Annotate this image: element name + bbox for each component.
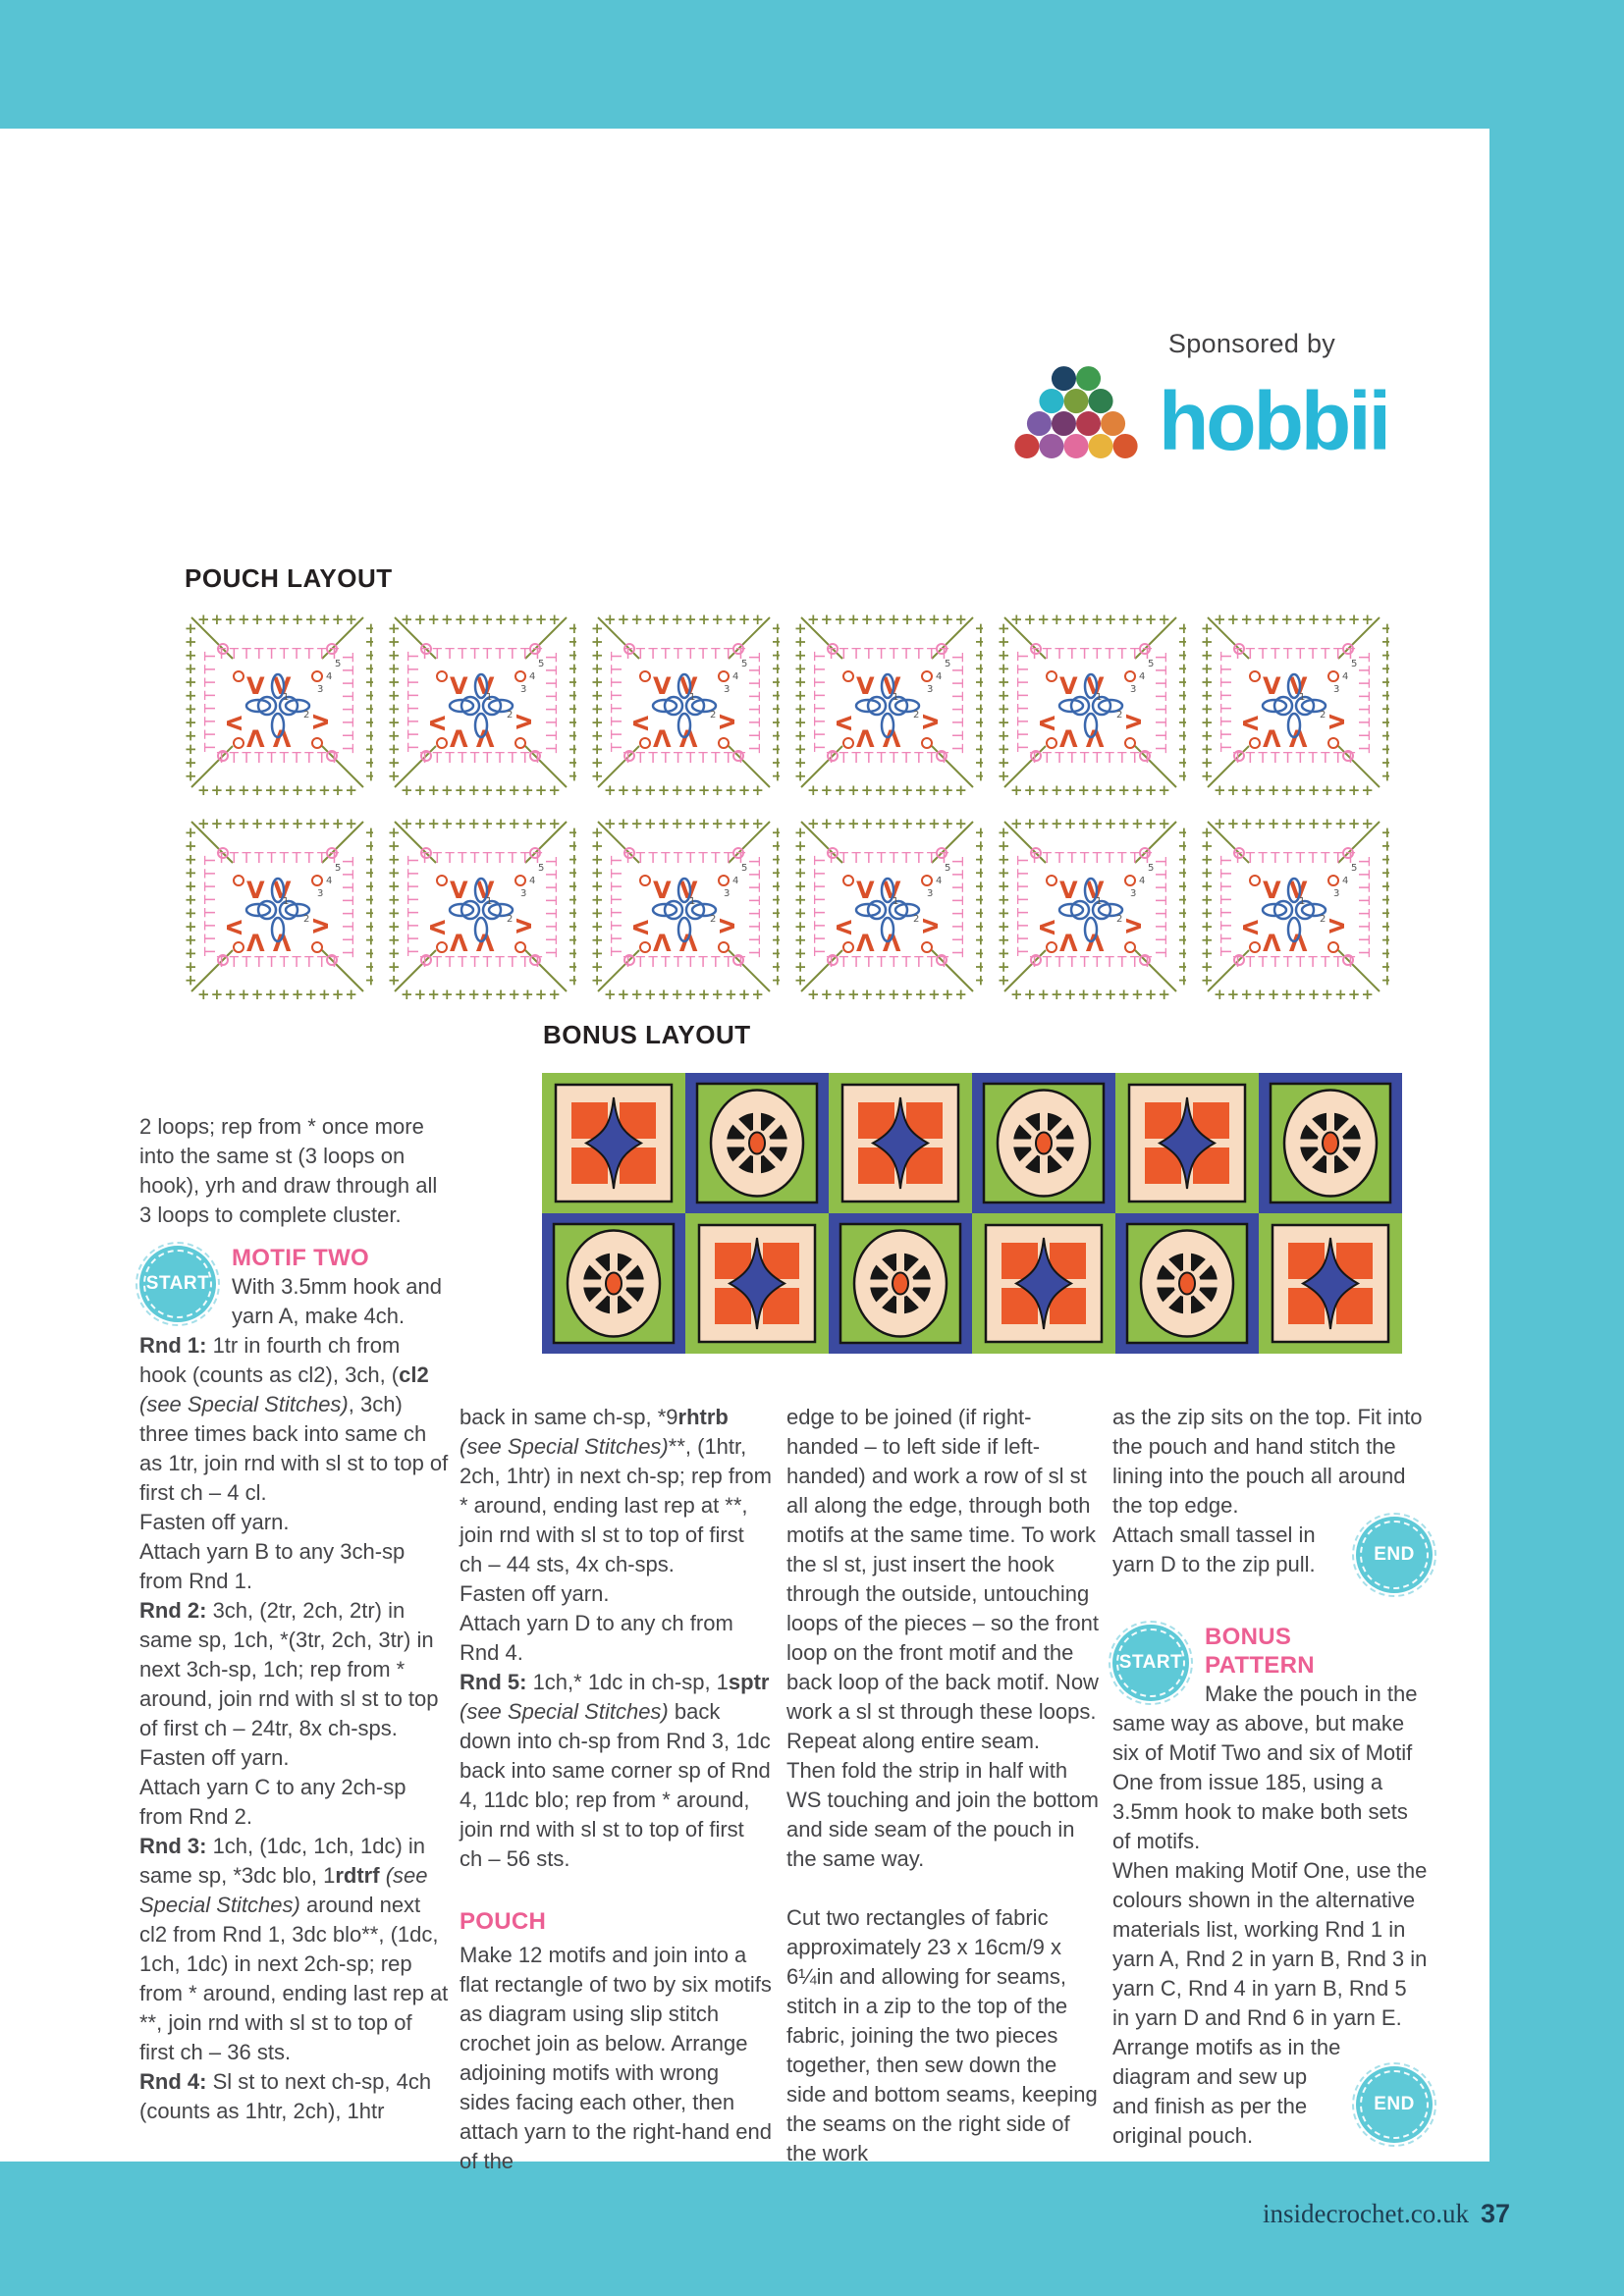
pouch-chart-cell (995, 812, 1186, 1001)
paragraph: Attach yarn C to any 2ch-sp from Rnd 2. (139, 1775, 406, 1829)
pouch-heading: POUCH (460, 1908, 547, 1935)
column-4 (1112, 1403, 1429, 2151)
pouch-chart-cell (588, 812, 780, 1001)
magazine-page (0, 129, 1489, 2173)
bonus-pattern-heading: BONUS PATTERN (1205, 1624, 1315, 1679)
hobbii-logo (1007, 364, 1388, 467)
pouch-chart-cell (385, 812, 576, 1001)
paragraph: as the zip sits on the top. Fit into the pouch and hand stitch the lining into the pouch all around the top edge. (1112, 1405, 1423, 1518)
column-1 (139, 1112, 452, 2126)
paragraph: Fasten off yarn. (460, 1581, 610, 1606)
pouch-chart-cell (588, 608, 780, 797)
pouch-chart-cell (791, 608, 983, 797)
start-badge: START (139, 1246, 216, 1322)
footer-url: insidecrochet.co.uk (1263, 2199, 1469, 2228)
end-badge: END (1356, 2066, 1433, 2143)
pouch-chart-grid (182, 608, 1389, 1001)
pouch-chart-cell (995, 608, 1186, 797)
bonus-layout-title: BONUS LAYOUT (543, 1020, 751, 1049)
paragraph: When making Motif One, use the colours shown in the alternative materials list, working Rnd 1 in yarn A, Rnd 2 in yarn B, Rnd 3 in yarn C, Rnd 4 in yarn B, Rnd 5 in yarn D and Rnd 6 in yarn E. Arrange motifs as in the (1112, 1858, 1428, 2059)
paragraph: edge to be joined (if right-handed – to left side if left-handed) and work a row of sl st all along the edge, through both motifs at the same time. To work the sl st, just insert the hook through the outside, untouching loops of the pieces – so the front loop on the front motif and the back loop of the back motif. Now work a sl st through these loops. Repeat along entire seam. (786, 1405, 1099, 1753)
paragraph: Make 12 motifs and join into a flat rectangle of two by six motifs as diagram using slip stitch crochet join as below. Arrange adjoining motifs with wrong sides facing each other, then attach yarn to the right-hand end of the (460, 1943, 772, 2173)
motif-two-heading: MOTIF TWO (232, 1245, 369, 1271)
column-3 (786, 1403, 1099, 2168)
tassel-paragraph: Attach small tassel in yarn D to the zip pull. END (1112, 1521, 1336, 1579)
paragraph: Cut two rectangles of fabric approximately 23 x 16cm/9 x 6¼in and allowing for seams, stitch in a zip to the top of the fabric, joining the two pieces together, then sew down the side and bottom seams, keeping the seams on the right side of the work (786, 1905, 1098, 2165)
footer-page-number: 37 (1480, 2199, 1510, 2228)
footer (1263, 2199, 1510, 2229)
column-2 (460, 1403, 772, 2176)
paragraph: Rnd 2: 3ch, (2tr, 2ch, 2tr) in same sp, 1ch, *(3tr, 2ch, 3tr) in next 3ch-sp, 1ch; rep from * around, join rnd with sl st to top of first ch – 24tr, 8x ch-sps. (139, 1598, 439, 1740)
motif-two-section (139, 1244, 452, 1331)
paragraph: Rnd 4: Sl st to next ch-sp, 4ch (counts as 1htr, 2ch), 1htr (139, 2069, 432, 2123)
pouch-layout-title: POUCH LAYOUT (185, 563, 393, 593)
end-badge: END (1356, 1517, 1433, 1593)
paragraph: Attach yarn D to any ch from Rnd 4. (460, 1611, 733, 1665)
paragraph: back in same ch-sp, *9rhtrb (see Special Stitches)**, (1htr, 2ch, 1htr) in next ch-sp; rep from * around, ending last rep at **, join rnd with sl st to top of first ch – 44 sts, 4x ch-sps. (460, 1405, 772, 1576)
yarn-pyramid-icon (1007, 364, 1145, 458)
paragraph: With 3.5mm hook and yarn A, make 4ch. (232, 1274, 442, 1328)
pouch-chart-cell (182, 608, 373, 797)
instruction-columns (139, 1112, 1445, 2295)
paragraph: Then fold the strip in half with WS touching and join the bottom and side seam of the pouch in the same way. (786, 1758, 1099, 1871)
start-badge: START (1112, 1625, 1189, 1701)
closing-paragraph: diagram and sew up and finish as per the original pouch. END (1112, 2062, 1336, 2151)
pouch-chart-cell (791, 812, 983, 1001)
bonus-pattern-section (1112, 1623, 1429, 1856)
paragraph: Rnd 3: 1ch, (1dc, 1ch, 1dc) in same sp, *3dc blo, 1rdtrf (see Special Stitches) around next cl2 from Rnd 1, 3dc blo**, (1dc, 1ch, 1dc) in next 2ch-sp; rep from * around, ending last rep at **, join rnd with sl st to top of first ch – 36 sts. (139, 1834, 449, 2064)
pouch-chart-cell (182, 812, 373, 1001)
paragraph: Fasten off yarn. (139, 1510, 290, 1534)
sponsor-label: Sponsored by (1167, 329, 1336, 358)
pouch-chart-cell (1198, 812, 1389, 1001)
pouch-chart-cell (1198, 608, 1389, 797)
paragraph: Make the pouch in the same way as above, but make six of Motif Two and six of Motif One from issue 185, using a 3.5mm hook to make both sets of motifs. (1112, 1682, 1418, 1853)
pouch-chart-cell (385, 608, 576, 797)
paragraph: Rnd 1: 1tr in fourth ch from hook (counts as cl2), 3ch, (cl2 (see Special Stitches), 3ch) three times back into same ch as 1tr, join rnd with sl st to top of first ch – 4 cl. (139, 1333, 449, 1505)
hobbii-wordmark: hobbii (1159, 375, 1388, 467)
paragraph: 2 loops; rep from * once more into the same st (3 loops on hook), yrh and draw through all 3 loops to complete cluster. (139, 1114, 438, 1227)
paragraph: Rnd 5: 1ch,* 1dc in ch-sp, 1sptr (see Special Stitches) back down into ch-sp from Rnd 3, 1dc back into same corner sp of Rnd 4, 11dc blo; rep from * around, join rnd with sl st to top of first ch – 56 sts. (460, 1670, 771, 1871)
paragraph: Attach yarn B to any 3ch-sp from Rnd 1. (139, 1539, 406, 1593)
paragraph: Fasten off yarn. (139, 1745, 290, 1770)
